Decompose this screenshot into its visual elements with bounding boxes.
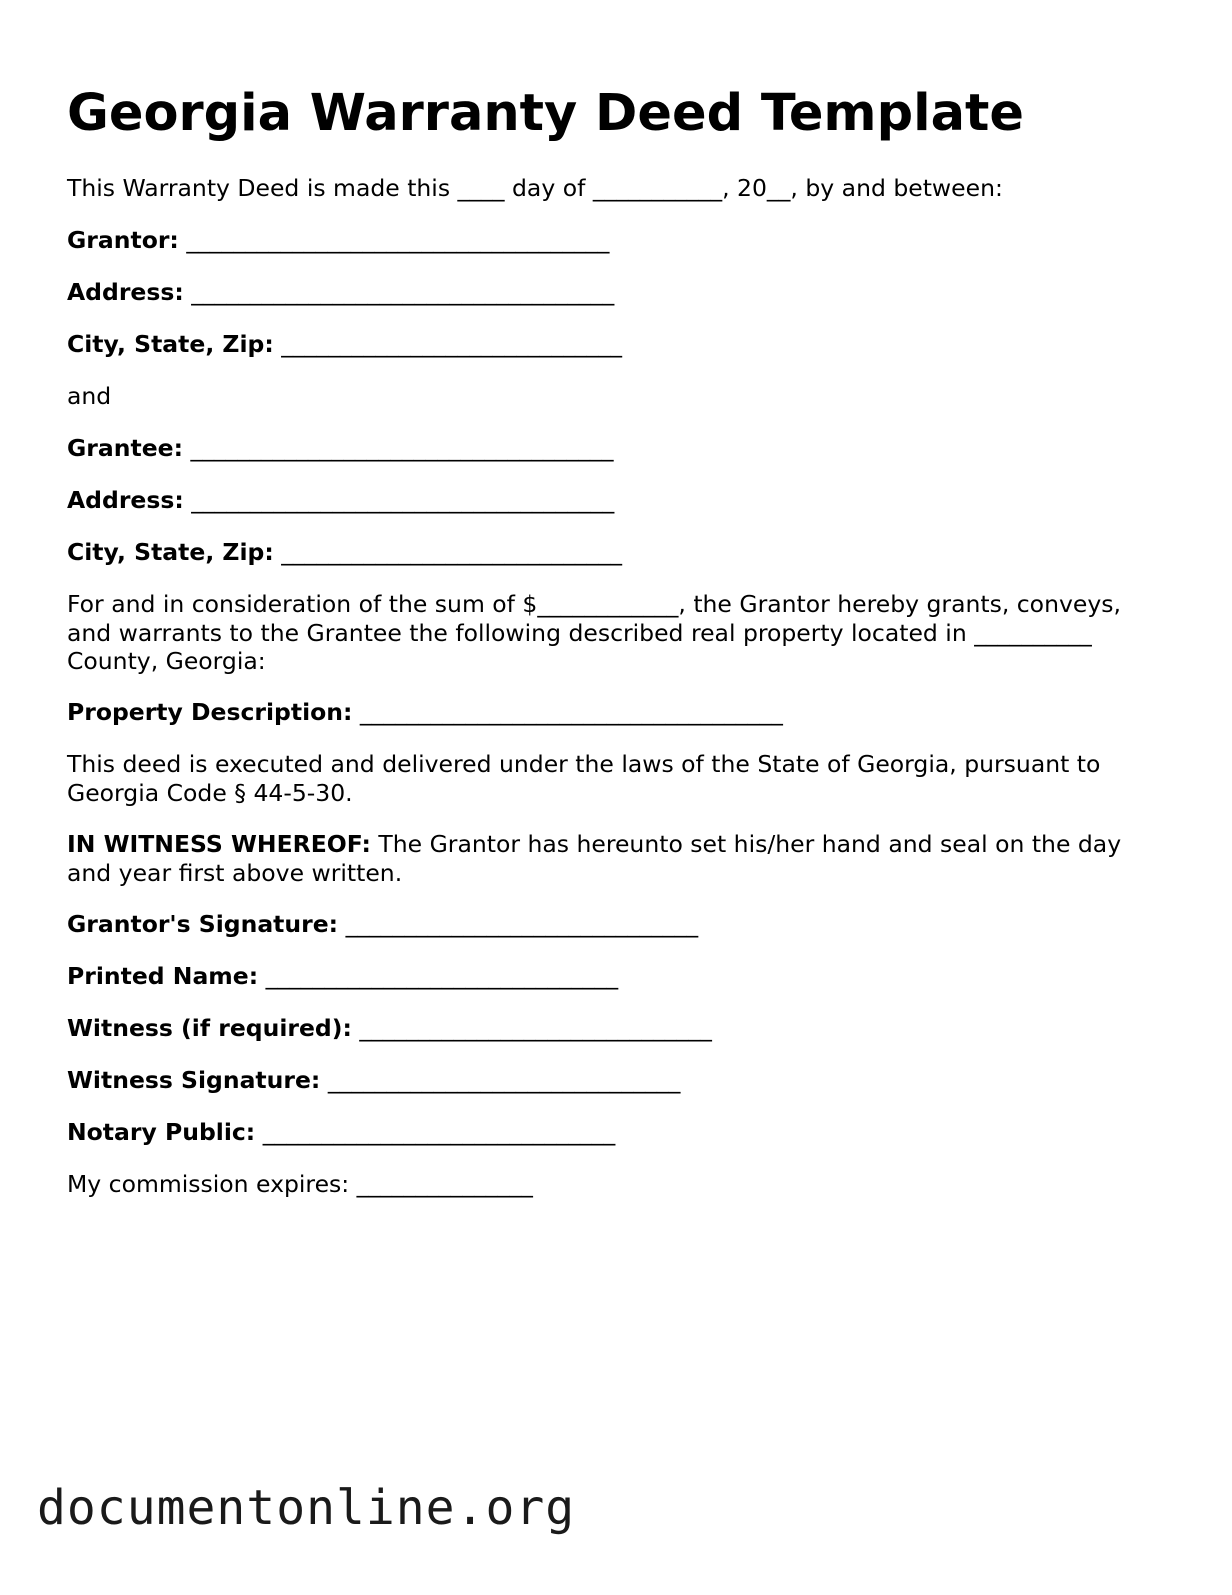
grantor-signature-blank: ______________________________ (345, 910, 699, 938)
notary-public-label: Notary Public: (67, 1118, 256, 1146)
grantee-name-label: Grantee: (67, 434, 183, 462)
grantor-address-label: Address: (67, 278, 184, 306)
grantee-csz-blank: _____________________________ (281, 538, 622, 566)
witness-whereof-paragraph (67, 830, 1157, 887)
notary-public-row (67, 1118, 615, 1147)
grantor-address-blank: ____________________________________ (191, 278, 615, 306)
and-text: and (67, 382, 112, 410)
property-description-label: Property Description: (67, 698, 353, 726)
grantor-csz-row (67, 330, 622, 359)
watermark: documentonline.org (37, 1480, 576, 1536)
grantee-name-row (67, 434, 613, 463)
printed-name-blank: ______________________________ (265, 962, 619, 990)
grantee-csz-row (67, 538, 622, 567)
grantor-name-label: Grantor: (67, 226, 179, 254)
intro-line: This Warranty Deed is made this ____ day of ___________, 20__, by and between: (67, 174, 1003, 202)
notary-public-blank: ______________________________ (262, 1118, 616, 1146)
grantee-address-row (67, 486, 614, 515)
grantor-signature-row (67, 910, 698, 939)
grantee-csz-label: City, State, Zip: (67, 538, 274, 566)
witness-signature-blank: ______________________________ (327, 1066, 681, 1094)
grantor-name-blank: ____________________________________ (186, 226, 610, 254)
printed-name-row (67, 962, 618, 991)
witness-whereof-label: IN WITNESS WHEREOF: (67, 830, 371, 858)
grantor-name-row (67, 226, 609, 255)
consideration-paragraph: For and in consideration of the sum of $____________, the Grantor hereby grants, conveys, and warrants to the Grantee the following described real property located in __________ County, Georgia: (67, 590, 1121, 675)
grantee-name-blank: ____________________________________ (190, 434, 614, 462)
witness-signature-label: Witness Signature: (67, 1066, 321, 1094)
grantor-csz-blank: _____________________________ (281, 330, 622, 358)
commission-expires-label: My commission expires: (67, 1170, 350, 1198)
witness-label: Witness (if required): (67, 1014, 352, 1042)
law-paragraph: This deed is executed and delivered under the laws of the State of Georgia, pursuant to Georgia Code § 44-5-30. (67, 750, 1101, 807)
property-description-row (67, 698, 783, 727)
grantor-address-row (67, 278, 614, 307)
witness-signature-row (67, 1066, 680, 1095)
printed-name-label: Printed Name: (67, 962, 259, 990)
grantor-csz-label: City, State, Zip: (67, 330, 274, 358)
grantee-address-label: Address: (67, 486, 184, 514)
witness-blank: ______________________________ (359, 1014, 712, 1042)
commission-expires-row (67, 1170, 533, 1199)
witness-row (67, 1014, 712, 1043)
property-description-blank: ____________________________________ (359, 698, 783, 726)
commission-expires-blank: _______________ (356, 1170, 533, 1198)
document-title: Georgia Warranty Deed Template (67, 84, 1024, 143)
grantee-address-blank: ____________________________________ (191, 486, 615, 514)
grantor-signature-label: Grantor's Signature: (67, 910, 339, 938)
witness-whereof-text: The Grantor has hereunto set his/her hand and seal on the day and year first above written. (67, 830, 1122, 887)
